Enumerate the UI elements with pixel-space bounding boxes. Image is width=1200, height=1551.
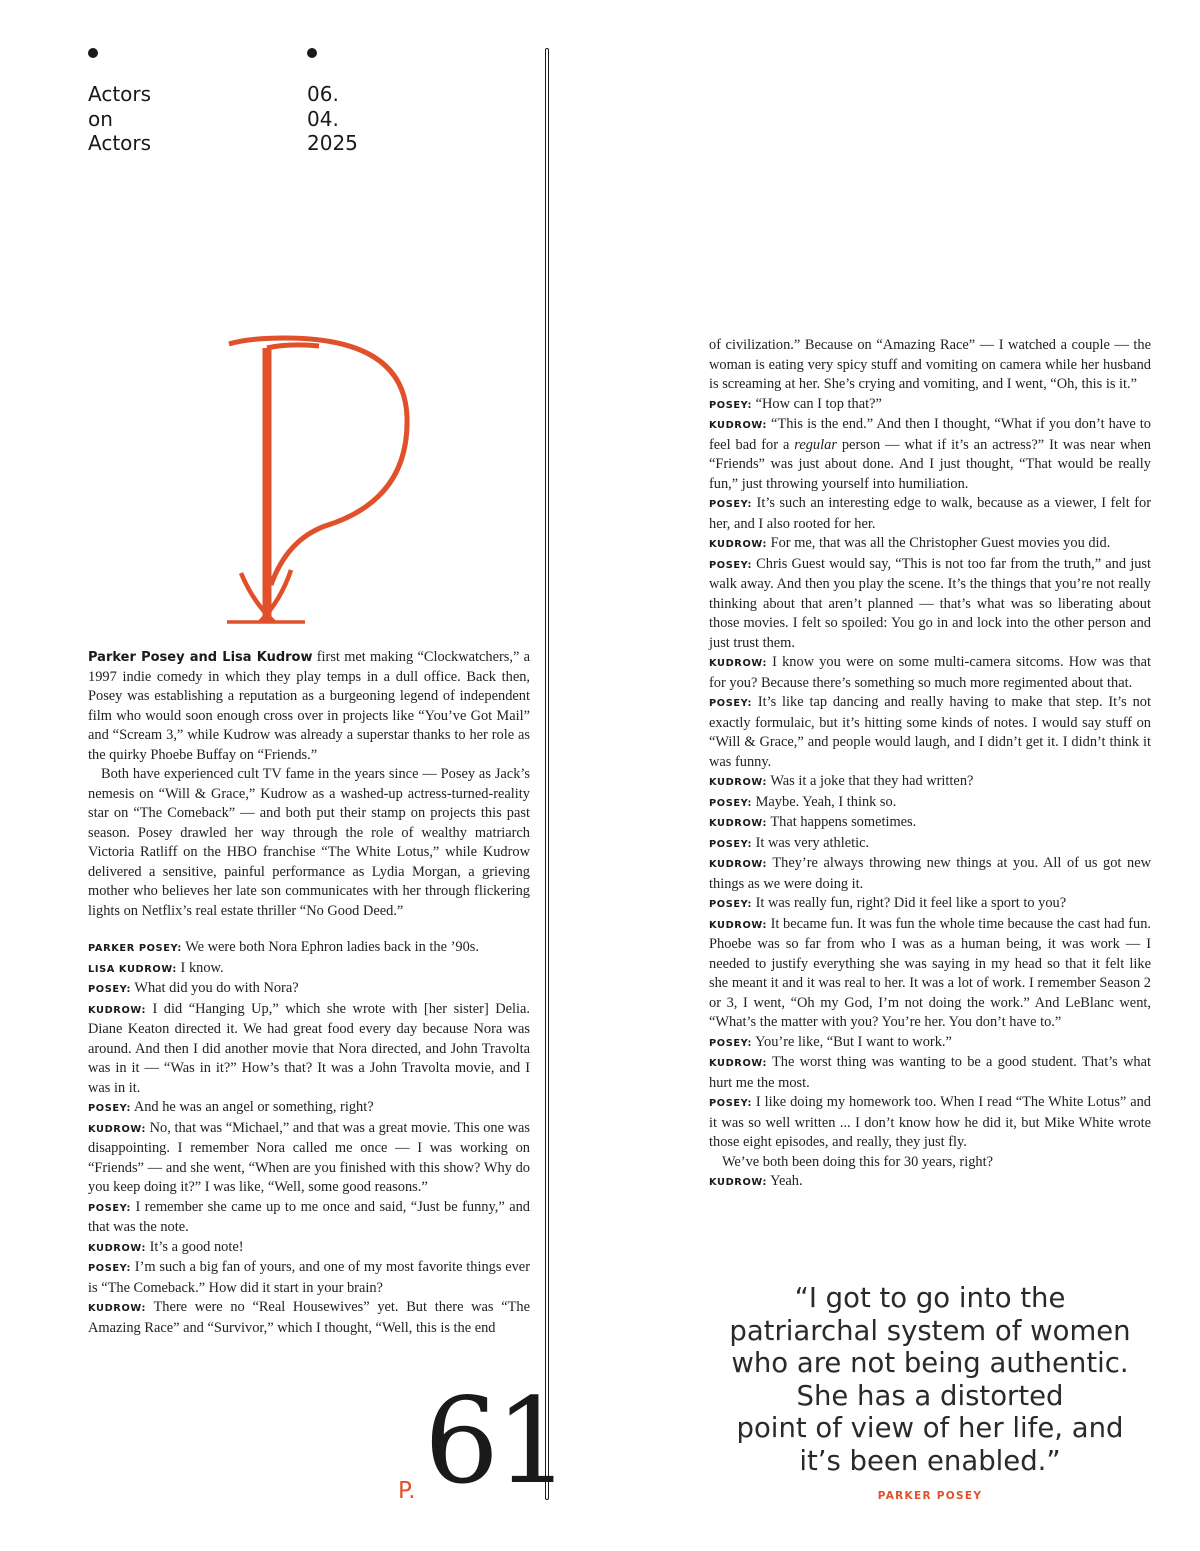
speaker-label: POSEY: [88, 1103, 132, 1114]
speaker-label: KUDROW: [709, 420, 768, 431]
intro-paragraph: Both have experienced cult TV fame in the years since — Posey as Jack’s nemesis on “Will & Grace,” Kudrow as a washed-up actress-turned-reality star on “The Comeback” — and both put their stamp on projects this past season. Posey drawled her way through the role of wealthy matriarch Victoria Ratliff on the HBO franchise “The White Lotus,” while Kudrow delivered a sensitive, painful performance as Lydia Morgan, a grieving mother who believes her late son communicates with her through flickering lights on Netflix’s real estate thriller “No Good Deed.” [88, 766, 530, 919]
speaker-label: KUDROW: [709, 1058, 768, 1069]
speaker-label: POSEY: [709, 399, 753, 411]
speaker-label: POSEY: [88, 1263, 132, 1274]
dialogue-text: Chris Guest would say, “This is not too far from the truth,” and just walk away. And then you play the scene. It’s the things that you’re not really thinking about that aren’t planned — that’s what was so liberating about those movies. I felt so spoiled: You go in and lock into the other person and just trust them. [709, 555, 1151, 651]
speaker-label: KUDROW: [709, 919, 768, 931]
dialogue-line: We’ve both been doing this for 30 years, right? [722, 1153, 993, 1170]
dialogue-line [88, 1119, 530, 1198]
dialogue-line [709, 1093, 1151, 1153]
speaker-label: KUDROW: [709, 658, 768, 669]
speaker-label: KUDROW: [709, 539, 768, 550]
issue-date [307, 82, 358, 156]
speaker-label: POSEY: [88, 1202, 132, 1214]
speaker-label: POSEY: [709, 499, 753, 510]
section-bullet [88, 48, 98, 58]
interview-dialogue [709, 1172, 1151, 1193]
dialogue-line [709, 1033, 1151, 1054]
dialogue-text: There were no “Real Housewives” yet. But there was “The Amazing Race” and “Survivor,” which I thought, “Well, this is the end [88, 1299, 530, 1336]
dialogue-text: No, that was “Michael,” and that was a great movie. This one was disappointing. I remember Nora called me once — I was working on “Friends” — and she went, “When are you finished with this show? Why do you keep doing it?” I was like, “Well, some good reasons.” [88, 1119, 530, 1195]
pull-quote-attribution: PARKER POSEY [877, 1490, 983, 1502]
section-label [88, 82, 151, 156]
date-line: 04. [307, 106, 339, 131]
dialogue-text: I remember she came up to me once and said, “Just be funny,” and that was the note. [88, 1198, 530, 1235]
dropcap-letter-p [205, 330, 425, 635]
dialogue-line [709, 793, 1151, 814]
dialogue-line [88, 959, 530, 980]
dialogue-text: I like doing my homework too. When I read “The White Lotus” and it was so well written ... I don’t know how he did it, but Mike White wrote those eight episodes, and really, they just fly. [709, 1094, 1151, 1150]
dialogue-text: It was really fun, right? Did it feel like a sport to you? [752, 895, 1067, 911]
dialogue-text: I know you were on some multi-camera sitcoms. How was that for you? Because there’s something so much more regimented about that. [709, 654, 1151, 691]
dialogue-line [709, 534, 1151, 555]
dialogue-line [709, 834, 1151, 855]
dialogue-line [709, 653, 1151, 693]
dialogue-line [88, 1098, 530, 1119]
dialogue-text: Maybe. Yeah, I think so. [752, 793, 897, 810]
dialogue-text: I’m such a big fan of yours, and one of my most favorite things ever is “The Comeback.” How did it start in your brain? [88, 1259, 530, 1296]
interview-dialogue [709, 494, 1151, 1153]
dialogue-text: We were both Nora Ephron ladies back in the ’90s. [181, 939, 479, 955]
dialogue-line [709, 1172, 1151, 1193]
speaker-label: POSEY: [709, 1037, 753, 1049]
dialogue-line [709, 854, 1151, 894]
section-line: Actors [88, 131, 152, 155]
speaker-label: KUDROW: [709, 1177, 768, 1188]
dialogue-text: person — what if it’s an actress?” It was near when “Friends” was just about done. And I just thought, “That would be really fun,” just throwing yourself into humiliation. [709, 436, 1151, 492]
pull-quote-line: point of view of her life, and [736, 1412, 1124, 1444]
dialogue-line [709, 555, 1151, 654]
speaker-label: POSEY: [88, 984, 132, 995]
dialogue-text: I did “Hanging Up,” which she wrote with [her sister] Delia. Diane Keaton directed it. We had great food every day because Nora was around. And then I did another movie that Nora directed, and John Travolta was in it — “Was in it?” How’s that? It was a John Travolta movie, and I was in it. [88, 1000, 530, 1096]
page-number: 61 [424, 1372, 567, 1510]
intro-lead: Parker Posey and Lisa Kudrow [88, 650, 313, 665]
dialogue-line [709, 415, 1151, 494]
column-divider [545, 48, 549, 1500]
dialogue-text: You’re like, “But I want to work.” [752, 1033, 952, 1050]
speaker-label: PARKER POSEY: [88, 943, 182, 954]
continued-text: of civilization.” Because on “Amazing Race” — I watched a couple — the woman is eating very spicy stuff and vomiting on camera while her husband is screaming at her. She’s crying and vomiting, and I went, “Oh, this is it.” [709, 337, 1151, 392]
dialogue-line [88, 1258, 530, 1298]
left-column [88, 648, 530, 1338]
intro-paragraph [88, 648, 530, 765]
pull-quote-line: “I got to go into the [794, 1282, 1066, 1314]
pull-quote [710, 1282, 1150, 1477]
page-prefix: P. [398, 1478, 416, 1504]
date-line: 2025 [307, 131, 358, 155]
dialogue-line [709, 772, 1151, 793]
dialogue-line [88, 1198, 530, 1238]
speaker-label: POSEY: [709, 698, 753, 709]
speaker-label: POSEY: [709, 797, 753, 809]
speaker-label: POSEY: [709, 559, 753, 571]
dialogue-line [709, 813, 1151, 834]
date-line: 06. [307, 82, 339, 106]
speaker-label: POSEY: [709, 1098, 753, 1109]
dialogue-text: And he was an angel or something, right? [131, 1099, 374, 1115]
interview-dialogue [709, 395, 1151, 416]
dialogue-text: I know. [176, 959, 224, 976]
dialogue-text: They’re always throwing new things at you. All of us got new things as we were doing it. [709, 855, 1151, 892]
intro-text: first met making “Clockwatchers,” a 1997 indie comedy in which they play temps in a dull office. Back then, Posey was establishing a reputation as a burgeoning legend of independent film who would soon enough cross over in projects like “You’ve Got Mail” and “Scream 3,” while Kudrow was already a superstar thanks to her role as the quirky Phoebe Buffay on “Friends.” [88, 649, 530, 763]
dialogue-text: What did you do with Nora? [131, 980, 299, 996]
dialogue-text: Yeah. [767, 1173, 803, 1189]
speaker-label: POSEY: [709, 838, 753, 850]
dialogue-text: It became fun. It was fun the whole time because the cast had fun. Phoebe was so far from who I was as a human being, it was work — I needed to justify everything she was saying in my head so that it felt like she meant it and it was real to her. It was a lot of work. I remember Season 2 or 3, I went, “Oh my God, I’m not doing the work.” And LeBlanc went, “What’s the matter with you? You’re her. You don’t have to.” [709, 915, 1151, 1030]
dialogue-line [709, 693, 1151, 772]
dialogue-line [88, 938, 530, 959]
dialogue-line [709, 1053, 1151, 1093]
speaker-label: POSEY: [709, 899, 753, 910]
dialogue-text: “This is the end.” And then I thought, “What if you don’t have to feel bad for a [709, 416, 1151, 453]
dialogue-line [709, 894, 1151, 915]
speaker-label: KUDROW: [88, 1303, 147, 1314]
dialogue-line [88, 1298, 530, 1338]
speaker-label: KUDROW: [88, 1242, 147, 1254]
section-line: Actors [88, 82, 152, 106]
speaker-label: KUDROW: [88, 1004, 147, 1016]
dialogue-line [709, 915, 1151, 1033]
dialogue-line [88, 979, 530, 1000]
dialogue-text: It’s such an interesting edge to walk, because as a viewer, I felt for her, and I also rooted for her. [709, 495, 1151, 532]
dialogue-text: For me, that was all the Christopher Guest movies you did. [767, 535, 1111, 551]
dialogue-text: It’s a good note! [146, 1238, 244, 1255]
right-column [709, 336, 1151, 1193]
pull-quote-line: patriarchal system of women [729, 1314, 1131, 1347]
interview-dialogue [88, 938, 530, 1338]
dialogue-line [88, 1000, 530, 1099]
speaker-label: KUDROW: [709, 777, 768, 788]
dialogue-line [709, 395, 1151, 416]
section-line: on [88, 106, 113, 131]
pull-quote-line: who are not being authentic. [731, 1347, 1129, 1379]
dialogue-text: “How can I top that?” [752, 395, 882, 412]
speaker-label: KUDROW: [709, 818, 768, 829]
dialogue-line [88, 1238, 530, 1259]
pull-quote-line: She has a distorted [796, 1379, 1064, 1412]
speaker-label: LISA KUDROW: [88, 963, 177, 975]
dialogue-text: It was very athletic. [752, 834, 870, 851]
dialogue-text: That happens sometimes. [767, 814, 917, 830]
pull-quote-line: it’s been enabled.” [799, 1444, 1061, 1477]
dialogue-text: Was it a joke that they had written? [767, 773, 974, 789]
date-bullet [307, 48, 317, 58]
dialogue-emphasis: regular [794, 436, 837, 453]
dialogue-text: It’s like tap dancing and really having to make that step. It’s not exactly formulaic, but it’s hitting some kinds of notes. I would say stuff on “Will & Grace,” and people would laugh, and I didn’t get it. I didn’t think it was funny. [709, 694, 1151, 770]
speaker-label: KUDROW: [709, 859, 768, 870]
speaker-label: KUDROW: [88, 1123, 147, 1135]
dialogue-text: The worst thing was wanting to be a good student. That’s what hurt me the most. [709, 1054, 1151, 1091]
dialogue-line [709, 494, 1151, 534]
